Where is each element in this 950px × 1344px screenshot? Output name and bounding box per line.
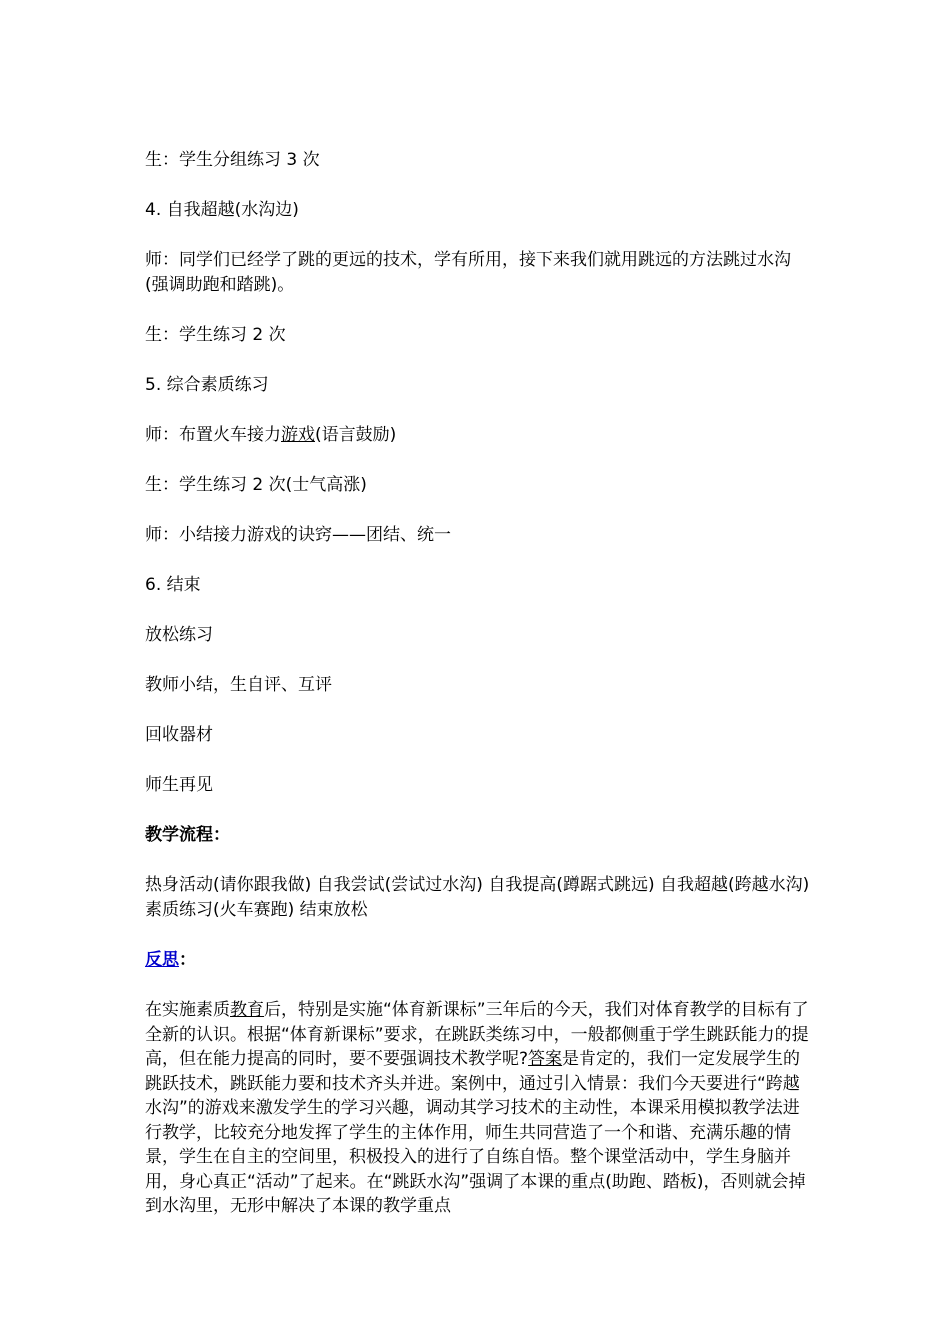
relay-text-before: 师：布置火车接力 [145,425,281,445]
document-page [145,148,810,1219]
section-end: 6. 结束 [145,575,201,595]
reflection-heading [145,948,810,973]
reflection-body [145,998,810,1219]
flow-heading: 教学流程： [145,825,230,845]
teacher-summary-relay: 师：小结接力游戏的诀窍——团结、统一 [145,525,451,545]
teacher-summary-evaluation: 教师小结，生自评、互评 [145,675,332,695]
goodbye: 师生再见 [145,775,213,795]
student-practice-3: 生：学生分组练习 3 次 [145,150,320,170]
reflection-colon: ： [179,950,196,970]
flow-text: 热身活动(请你跟我做) 自我尝试(尝试过水沟) 自我提高(蹲踞式跳远) 自我超越(跨越水沟) 素质练习(火车赛跑) 结束放松 [145,875,810,920]
teacher-relay-game [145,423,810,448]
body-part-2: 后，特别是实施“体育新课标”三年后的今天，我们对体育教学的目标有了全新的认识。根据“体育新课标”要求，在跳跃类练习中，一般都侧重于学生跳跃能力的提高，但在能力提高的同时，要不要强调技术教学呢? [145,1000,809,1069]
reflection-link[interactable]: 反思 [145,950,179,970]
teacher-instruction-ditch: 师：同学们已经学了跳的更远的技术，学有所用，接下来我们就用跳远的方法跳过水沟(强调助跑和踏跳)。 [145,250,791,295]
section-self-surpass: 4. 自我超越(水沟边) [145,200,299,220]
student-practice-2: 生：学生练习 2 次 [145,325,286,345]
game-link[interactable]: 游戏 [281,425,315,445]
collect-equipment: 回收器材 [145,725,213,745]
body-part-1: 在实施素质 [145,1000,230,1020]
answer-link[interactable]: 答案 [528,1049,563,1069]
student-practice-high-morale: 生：学生练习 2 次(士气高涨) [145,475,367,495]
section-comprehensive: 5. 综合素质练习 [145,375,269,395]
body-part-3: 是肯定的，我们一定发展学生的跳跃技术，跳跃能力要和技术齐头并进。案例中，通过引入情景：我们今天要进行“跨越水沟”的游戏来激发学生的学习兴趣，调动其学习技术的主动性，本课采用模拟教学法进行教学，比较充分地发挥了学生的主体作用，师生共同营造了一个和谐、充满乐趣的情景，学生在自主的空间里，积极投入的进行了自练自悟。整个课堂活动中，学生身脑并用，身心真正“活动”了起来。在“跳跃水沟”强调了本课的重点(助跑、踏板)，否则就会掉到水沟里，无形中解决了本课的教学重点 [145,1049,806,1216]
relax-exercise: 放松练习 [145,625,213,645]
education-link[interactable]: 教育 [230,1000,264,1020]
relay-text-after: (语言鼓励) [315,425,397,445]
